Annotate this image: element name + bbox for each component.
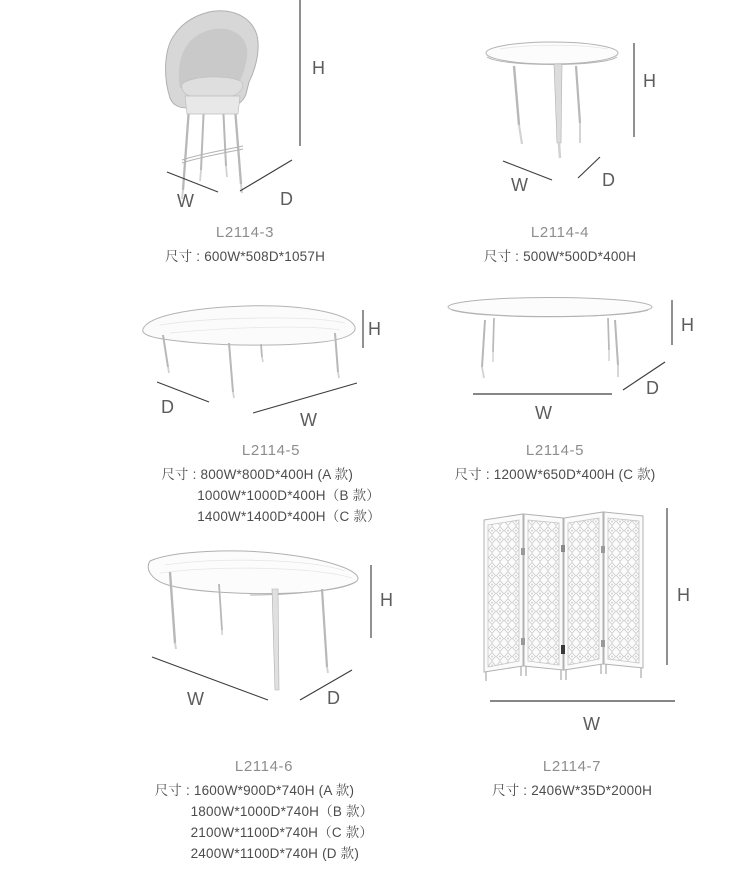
size-prefix: 尺寸 : (161, 467, 201, 482)
size-value: 1000W*1000D*400H（B 款） (197, 488, 381, 503)
height-letter: H (380, 590, 393, 610)
depth-dimension (623, 362, 665, 398)
width-dimension (473, 394, 612, 423)
round-side-table-sketch (440, 30, 690, 195)
height-letter: H (368, 319, 381, 339)
dining-table-sketch (130, 545, 400, 715)
product-caption (156, 442, 386, 527)
depth-dimension (157, 382, 209, 417)
height-dimension (634, 43, 656, 137)
size-value: 1400W*1400D*400H（C 款） (197, 509, 381, 524)
depth-letter: D (161, 397, 174, 417)
product-sizes (155, 780, 374, 864)
width-letter: W (300, 410, 317, 430)
product-code: L2114-7 (542, 758, 602, 775)
product-caption (130, 224, 360, 267)
height-letter: H (677, 585, 690, 605)
product-sizes (492, 780, 652, 801)
product-code: L2114-6 (234, 758, 294, 775)
size-prefix: 尺寸 : (164, 249, 205, 264)
product-sizes (165, 246, 325, 267)
size-value: 1800W*1000D*740H（B 款） (190, 804, 374, 819)
width-dimension (490, 701, 675, 734)
product-sizes (161, 464, 381, 527)
depth-letter: D (280, 189, 293, 209)
width-dimension (167, 172, 218, 210)
product-caption (445, 224, 675, 267)
size-value: 1600W*900D*740H (A 款) (193, 783, 355, 798)
height-dimension (672, 300, 694, 345)
size-value: 1200W*650D*400H (C 款) (493, 467, 656, 482)
width-letter: W (511, 175, 528, 195)
depth-dimension (240, 160, 293, 209)
depth-letter: D (646, 378, 659, 398)
size-value: 2100W*1100D*740H（C 款） (190, 825, 374, 840)
size-value: 500W*500D*400H (523, 249, 637, 264)
depth-dimension (300, 670, 352, 708)
size-value: 600W*508D*1057H (204, 249, 326, 264)
height-letter: H (681, 315, 694, 335)
height-letter: H (312, 58, 325, 78)
folding-screen-sketch (440, 490, 700, 735)
height-dimension (363, 310, 381, 348)
product-code: L2114-5 (525, 442, 585, 459)
product-sizes (484, 246, 636, 267)
product-code: L2114-5 (241, 442, 301, 459)
width-dimension (503, 161, 552, 195)
depth-dimension (578, 157, 615, 190)
height-dimension (667, 508, 690, 665)
width-dimension (152, 657, 268, 709)
oval-coffee-table-sketch (440, 290, 700, 425)
size-prefix: 尺寸 : (454, 467, 494, 482)
size-value: 2406W*35D*2000H (531, 783, 653, 798)
size-prefix: 尺寸 : (154, 783, 194, 798)
size-prefix: 尺寸 : (483, 249, 524, 264)
width-letter: W (535, 403, 552, 423)
square-coffee-table-sketch (130, 295, 390, 430)
product-caption (457, 758, 687, 801)
depth-letter: D (602, 170, 615, 190)
height-letter: H (643, 71, 656, 91)
bar-stool-sketch (130, 0, 330, 210)
width-letter: W (187, 689, 204, 709)
depth-letter: D (327, 688, 340, 708)
height-dimension (300, 0, 325, 146)
width-dimension (253, 383, 357, 430)
product-caption (440, 442, 670, 485)
size-prefix: 尺寸 : (491, 783, 532, 798)
product-caption (149, 758, 379, 864)
width-letter: W (177, 191, 194, 210)
product-code: L2114-4 (530, 224, 590, 241)
product-code: L2114-3 (215, 224, 275, 241)
height-dimension (371, 565, 393, 638)
width-letter: W (583, 714, 600, 734)
size-value: 800W*800D*400H (A 款) (200, 467, 354, 482)
product-sizes (454, 464, 655, 485)
size-value: 2400W*1100D*740H (D 款) (190, 846, 360, 861)
